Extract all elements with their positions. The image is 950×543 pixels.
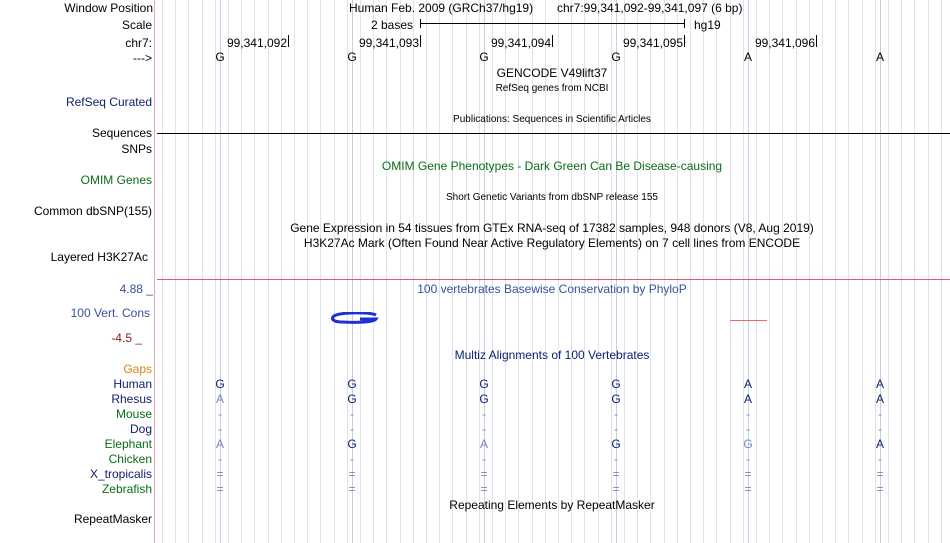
h3k27ac-baseline <box>157 279 950 280</box>
grid-line <box>611 0 612 543</box>
phylop-max-label: 4.88 _ <box>119 282 153 296</box>
grid-line <box>928 0 929 543</box>
alignment-base: - <box>350 422 354 436</box>
grid-line <box>439 0 440 543</box>
alignment-base: A <box>215 392 225 406</box>
alignment-base: - <box>746 407 750 421</box>
alignment-base: G <box>215 377 225 391</box>
alignment-base: = <box>216 467 224 481</box>
coordinate-tick <box>552 35 553 47</box>
alignment-base: = <box>480 467 488 481</box>
scale-text: 2 bases <box>371 18 414 32</box>
grid-line <box>835 0 836 543</box>
alignment-base: G <box>347 437 357 451</box>
species-label[interactable]: Dog <box>129 422 152 436</box>
alignment-base: = <box>216 482 224 496</box>
scale-label: Scale <box>121 18 152 32</box>
grid-line <box>756 0 757 543</box>
grid-line <box>452 0 453 543</box>
alignment-base: = <box>348 482 356 496</box>
grid-line <box>862 0 863 543</box>
alignment-base: = <box>348 467 356 481</box>
label-panel-divider <box>154 0 155 543</box>
snps-track-label[interactable]: SNPs <box>121 142 152 156</box>
scale-assembly: hg19 <box>694 18 721 32</box>
repeatmasker-track-label[interactable]: RepeatMasker <box>73 512 152 526</box>
alignment-base: = <box>612 467 620 481</box>
grid-line <box>796 0 797 543</box>
coordinate-tick <box>288 35 289 47</box>
species-label[interactable]: Human <box>113 377 152 391</box>
alignment-base: A <box>743 377 753 391</box>
coordinate-label: 99,341,095 <box>622 36 683 50</box>
refseq-track-subtitle: RefSeq genes from NCBI <box>495 83 609 94</box>
grid-line <box>347 0 348 543</box>
sequences-track-label[interactable]: Sequences <box>91 126 152 140</box>
species-label[interactable]: Mouse <box>115 407 152 421</box>
multiz-track-title[interactable]: Multiz Alignments of 100 Vertebrates <box>454 348 650 362</box>
strand-label: ---> <box>133 51 152 65</box>
species-label[interactable]: Zebrafish <box>101 482 152 496</box>
alignment-base: G <box>743 437 753 451</box>
grid-line <box>320 0 321 543</box>
grid-line <box>466 0 467 543</box>
grid-line <box>386 0 387 543</box>
alignment-base: - <box>746 452 750 466</box>
grid-line <box>479 0 480 543</box>
alignment-base: - <box>746 422 750 436</box>
alignment-base: - <box>878 422 882 436</box>
coordinate-label: 99,341,096 <box>754 36 815 50</box>
alignment-base: G <box>479 377 489 391</box>
alignment-base: - <box>218 452 222 466</box>
coordinate-tick <box>816 35 817 47</box>
h3k27ac-track-label[interactable]: Layered H3K27Ac <box>50 250 148 264</box>
alignment-base: - <box>878 407 882 421</box>
reference-base: A <box>743 50 753 64</box>
grid-line <box>664 0 665 543</box>
alignment-base: - <box>350 452 354 466</box>
alignment-base: - <box>350 407 354 421</box>
alignment-base: = <box>480 482 488 496</box>
grid-line <box>901 0 902 543</box>
grid-line <box>254 0 255 543</box>
species-label[interactable]: Chicken <box>108 452 152 466</box>
grid-line <box>228 0 229 543</box>
grid-line <box>162 0 163 543</box>
species-label[interactable]: Elephant <box>104 437 152 451</box>
alignment-base: A <box>875 377 885 391</box>
alignment-base: = <box>612 482 620 496</box>
alignment-base: G <box>611 437 621 451</box>
grid-line <box>875 0 876 543</box>
alignment-base: - <box>614 452 618 466</box>
alignment-base: A <box>479 437 489 451</box>
alignment-base: A <box>215 437 225 451</box>
window-position-label: Window Position <box>64 1 153 15</box>
phylop-g-glyph <box>330 312 380 324</box>
reference-base: G <box>611 50 621 64</box>
omim-track-title[interactable]: OMIM Gene Phenotypes - Dark Green Can Be Disease-causing <box>381 159 723 173</box>
grid-line <box>492 0 493 543</box>
grid-line <box>743 0 744 543</box>
grid-line <box>914 0 915 543</box>
alignment-base: - <box>482 407 486 421</box>
alignment-base: A <box>875 437 885 451</box>
phylop-min-label: -4.5 _ <box>111 331 142 345</box>
phylop-track-title[interactable]: 100 vertebrates Basewise Conservation by PhyloP <box>417 282 687 296</box>
grid-line <box>413 0 414 543</box>
alignment-base: G <box>611 377 621 391</box>
grid-line <box>716 0 717 543</box>
grid-line <box>624 0 625 543</box>
repeatmasker-track-title[interactable]: Repeating Elements by RepeatMasker <box>449 498 655 512</box>
species-label[interactable]: Rhesus <box>111 392 152 406</box>
gtex-track-title[interactable]: Gene Expression in 54 tissues from GTEx RNA-seq of 17382 samples, 948 donors (V8, Aug 2019) <box>290 221 814 235</box>
grid-line <box>769 0 770 543</box>
gencode-track-title[interactable]: GENCODE V49lift37 <box>496 66 608 80</box>
coordinate-label: 99,341,093 <box>358 36 419 50</box>
alignment-base: G <box>479 392 489 406</box>
grid-line <box>941 0 942 543</box>
alignment-base: G <box>611 392 621 406</box>
grid-line <box>703 0 704 543</box>
grid-line <box>294 0 295 543</box>
grid-line <box>307 0 308 543</box>
grid-line <box>241 0 242 543</box>
grid-line <box>637 0 638 543</box>
grid-line <box>426 0 427 543</box>
coordinate-label: 99,341,092 <box>226 36 287 50</box>
grid-line <box>677 0 678 543</box>
alignment-base: = <box>876 482 884 496</box>
phylop-track-label[interactable]: 100 Vert. Cons <box>70 306 150 320</box>
grid-line <box>888 0 889 543</box>
reference-base: A <box>875 50 885 64</box>
grid-line <box>809 0 810 543</box>
grid-line <box>188 0 189 543</box>
grid-line <box>215 0 216 543</box>
phylop-negative-bar <box>730 320 767 321</box>
grid-line <box>822 0 823 543</box>
refseq-track-label[interactable]: RefSeq Curated <box>65 95 152 109</box>
grid-line <box>360 0 361 543</box>
alignment-base: A <box>875 392 885 406</box>
alignment-base: - <box>614 422 618 436</box>
assembly-text[interactable]: Human Feb. 2009 (GRCh37/hg19) <box>349 1 534 15</box>
grid-line <box>690 0 691 543</box>
reference-base: G <box>215 50 225 64</box>
scale-bar-right-cap <box>684 19 685 28</box>
alignment-base: G <box>347 392 357 406</box>
h3k27ac-track-title[interactable]: H3K27Ac Mark (Often Found Near Active Regulatory Elements) on 7 cell lines from ENCODE <box>303 236 801 250</box>
alignment-base: G <box>347 377 357 391</box>
grid-line <box>848 0 849 543</box>
alignment-base: - <box>614 407 618 421</box>
grid-line <box>373 0 374 543</box>
coordinate-tick <box>420 35 421 47</box>
grid-line <box>400 0 401 543</box>
chrom-label: chr7: <box>125 36 152 50</box>
grid-line <box>202 0 203 543</box>
species-label[interactable]: X_tropicalis <box>89 467 152 481</box>
publications-track-title[interactable]: Publications: Sequences in Scientific Articles <box>453 114 651 125</box>
grid-line <box>650 0 651 543</box>
alignment-base: = <box>876 467 884 481</box>
position-text[interactable]: chr7:99,341,092-99,341,097 (6 bp) <box>557 1 743 15</box>
alignment-base: = <box>744 482 752 496</box>
alignment-base: - <box>482 452 486 466</box>
alignment-base: = <box>744 467 752 481</box>
scale-bar <box>420 23 685 24</box>
gaps-label: Gaps <box>123 362 152 376</box>
alignment-base: - <box>218 407 222 421</box>
grid-line <box>782 0 783 543</box>
coordinate-tick <box>684 35 685 47</box>
alignment-base: - <box>482 422 486 436</box>
grid-line <box>175 0 176 543</box>
grid-line <box>334 0 335 543</box>
dbsnp-track-title[interactable]: Short Genetic Variants from dbSNP release 155 <box>446 192 658 203</box>
reference-base: G <box>479 50 489 64</box>
reference-base: G <box>347 50 357 64</box>
grid-line <box>281 0 282 543</box>
dbsnp-track-label[interactable]: Common dbSNP(155) <box>33 204 152 218</box>
grid-line <box>730 0 731 543</box>
coordinate-label: 99,341,094 <box>490 36 551 50</box>
alignment-base: A <box>743 392 753 406</box>
alignment-base: - <box>878 452 882 466</box>
alignment-base: - <box>218 422 222 436</box>
sequences-track-line <box>157 133 950 134</box>
omim-track-label[interactable]: OMIM Genes <box>80 173 152 187</box>
grid-line <box>268 0 269 543</box>
